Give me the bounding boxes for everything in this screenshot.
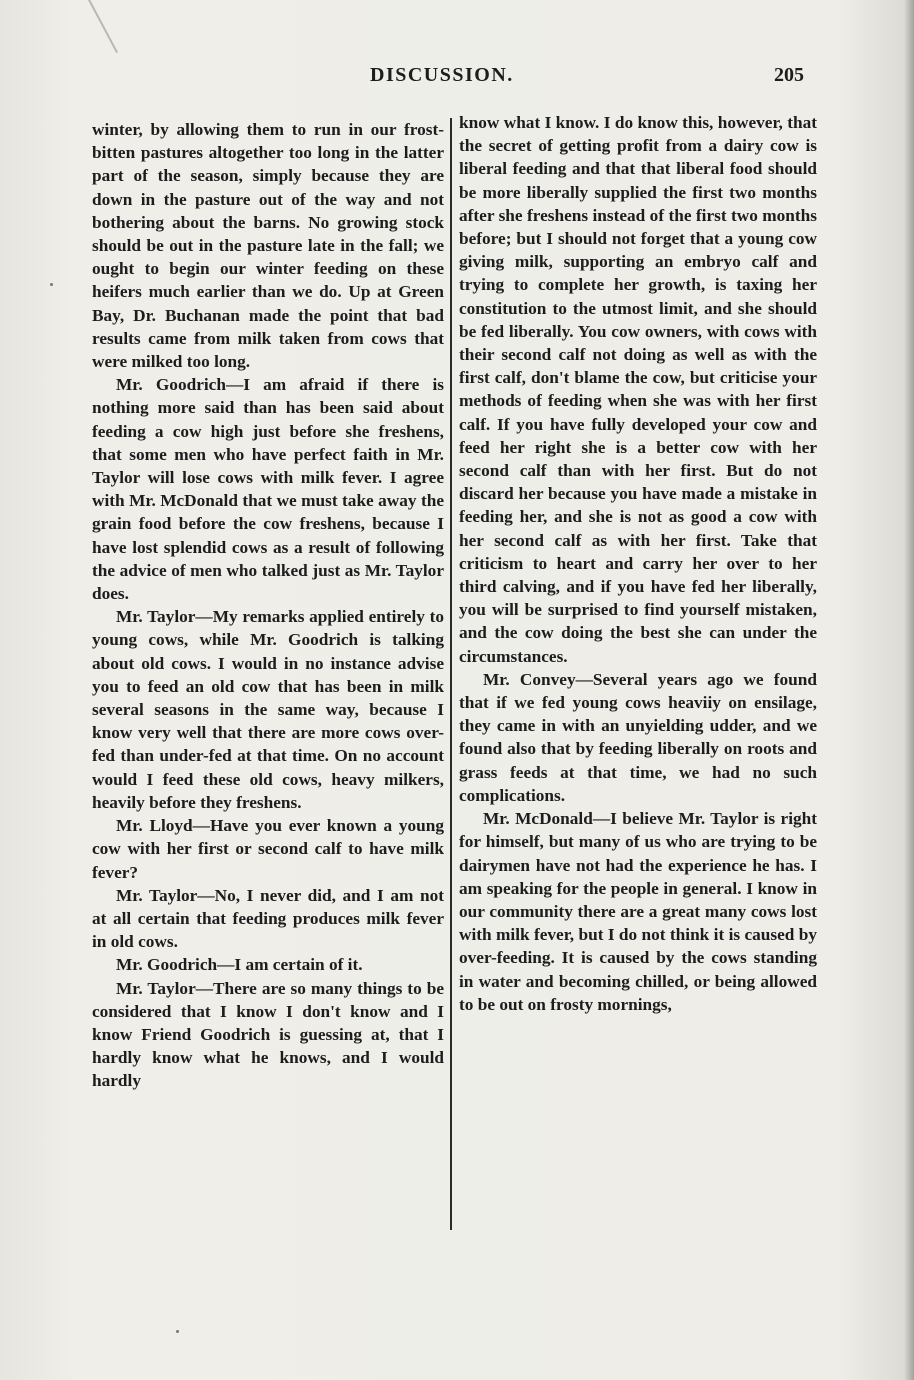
paragraph: Mr. Goodrich—I am afraid if there is nothing more said than has been said about feeding a cow high just before she freshens, that some men who have perfect faith in Mr. Taylor will lose cows with milk fever. I agree with Mr. McDonald that we must take away the grain food before the cow freshens, because I have lost splendid cows as a result of following the advice of men who talked just as Mr. Taylor does.: [92, 375, 444, 604]
paragraph: Mr. Lloyd—Have you ever known a young cow with her first or second calf to have milk fever?: [92, 816, 444, 882]
paragraph: Mr. Taylor—No, I never did, and I am not at all certain that feeding produces milk fever in old cows.: [92, 885, 444, 952]
column-rule: [450, 118, 452, 1230]
paragraph: know what I know. I do know this, however, that the secret of getting profit from a dairy cow is liberal feeding and that that liberal food should be more liberally supplied the first two months after she freshens instead of the first two months before; but I should not forget that a young cow giving milk, supporting an embryo calf and trying to complete her growth, is taxing her constitution to the utmost limit, and she should be fed liberally. You cow owners, with cows with their second calf not doing as well as with the first calf, don't blame the cow, but criticise your methods of feeding when she was with her first calf. If you have fully developed your cow and feed her right she is a better cow with her second calf than with her first. But do not discard her because you have made a mistake in feeding her, and she is not as good a cow with her second calf as with her first. Take that criticism to heart and carry her over to her third calving, and if you have fed her liberally, you will be surprised to find yourself mistaken, and the cow doing the best she can under the circumstances.: [459, 113, 817, 666]
left-column: [92, 118, 444, 1093]
page-number: 205: [774, 64, 804, 86]
running-header: [0, 64, 914, 94]
scan-speck: [176, 1330, 179, 1333]
paragraph: Mr. McDonald—I believe Mr. Taylor is right for himself, but many of us who are trying to be dairymen have not had the experience he has. I am speaking for the people in general. I know in our community there are a great many cows lost with milk fever, but I do not think it is caused by over-feeding. It is caused by the cows standing in water and becoming chilled, or being allowed to be out on frosty mornings,: [459, 809, 817, 1014]
running-title: DISCUSSION.: [370, 64, 514, 86]
paragraph: Mr. Taylor—My remarks applied entirely to young cows, while Mr. Goodrich is talking about old cows. I would in no instance advise you to feed an old cow that has been in milk several seasons in the same way, because I know very well that there are more cows over-fed than under-fed at that time. On no account would I feed these old cows, heavy milkers, heavily before they freshens.: [92, 607, 444, 812]
page-edge-shadow: [904, 0, 914, 1380]
paragraph: Mr. Goodrich—I am certain of it.: [116, 955, 363, 975]
paragraph: winter, by allowing them to run in our frost-bitten pastures altogether too long in the latter part of the season, simply because they are down in the pasture out of the way and not bothering about the barns. No growing stock should be out in the pasture late in the fall; we ought to begin our winter feeding on these heifers much earlier than we do. Up at Green Bay, Dr. Buchanan made the point that bad results came from milk taken from cows that were milked too long.: [92, 120, 444, 372]
scan-speck: [50, 283, 53, 286]
paragraph: Mr. Taylor—There are so many things to be considered that I know I don't know and I know Friend Goodrich is guessing at, that I hardly know what he knows, and I would hardly: [92, 978, 444, 1091]
right-column: [459, 111, 817, 1016]
paragraph: Mr. Convey—Several years ago we found that if we fed young cows heaviiy on ensilage, they came in with an unyielding udder, and we found also that by feeding liberally on roots and grass feeds at that time, we had no such complications.: [459, 669, 817, 805]
scan-mark: [88, 0, 118, 53]
